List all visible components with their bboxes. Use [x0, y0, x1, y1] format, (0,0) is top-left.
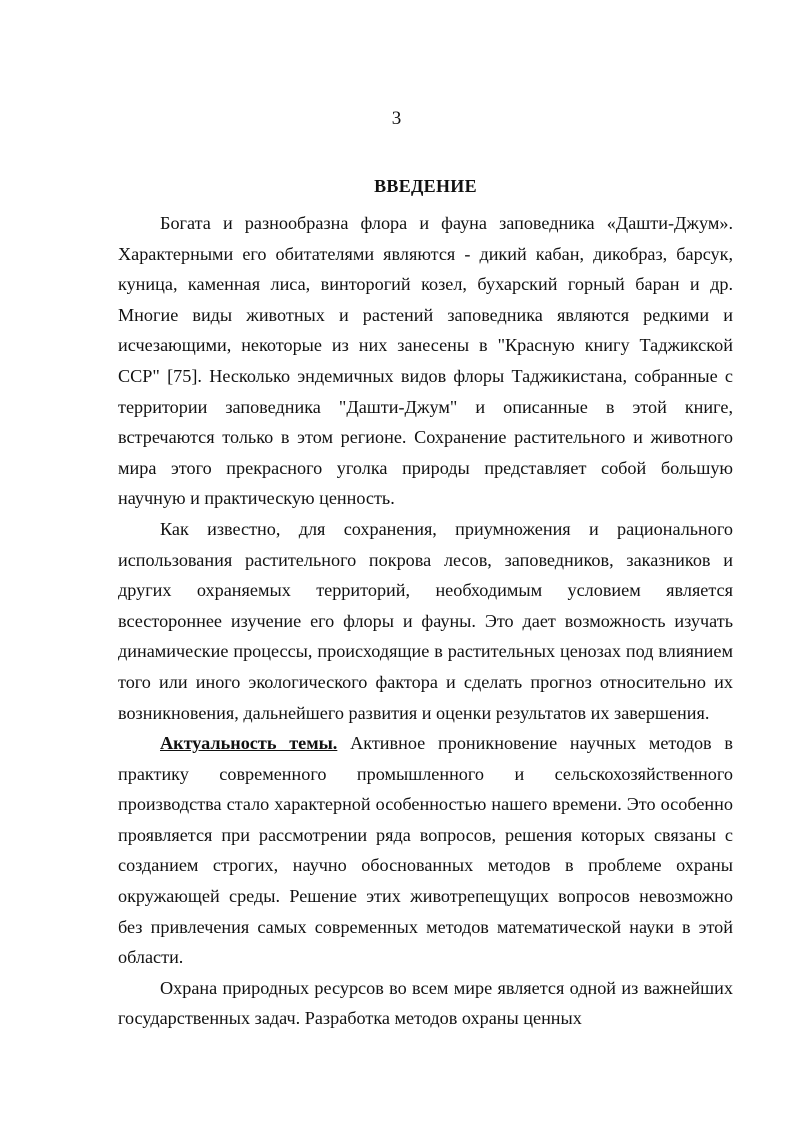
- body-text: [118, 208, 733, 1034]
- section-heading: ВВЕДЕНИЕ: [374, 176, 477, 196]
- paragraph-protection: Охрана природных ресурсов во всем мире является одной из важнейших государственных задач. Разработка методов охраны ценных: [118, 977, 733, 1029]
- paragraph-intro: Богата и разнообразна флора и фауна заповедника «Дашти-Джум». Характерными его обитателями являются - дикий кабан, дикобраз, барсук, куница, каменная лиса, винторогий козел, бухарский горный баран и др. Многие виды животных и растений заповедника являются редкими и исчезающими, некоторые из них занесены в "Красную книгу Таджикской ССР" [75]. Несколько эндемичных видов флоры Таджикистана, собранные с территории заповедника "Дашти-Джум" и описанные в этой книге, встречаются только в этом регионе. Сохранение растительного и животного мира этого прекрасного уголка природы представляет собой большую научную и практическую ценность.: [118, 213, 733, 509]
- paragraph-study-importance: Как известно, для сохранения, приумножения и рационального использования растительного покрова лесов, заповедников, заказников и других охраняемых территорий, необходимым условием является всестороннее изучение его флоры и фауны. Это дает возможность изучать динамические процессы, происходящие в растительных ценозах под влиянием того или иного экологического фактора и сделать прогноз относительно их возникновения, дальнейшего развития и оценки результатов их завершения.: [118, 518, 733, 723]
- paragraph-relevance: [118, 728, 733, 973]
- relevance-label: Актуальность темы.: [160, 733, 338, 754]
- page-number: 3: [391, 108, 402, 129]
- relevance-text: Активное проникновение научных методов в практику современного промышленного и сельскохозяйственного производства стало характерной особенностью нашего времени. Это особенно проявляется при рассмотрении ряда вопросов, решения которых связаны с созданием строгих, научно обоснованных методов в проблеме охраны окружающей среды. Решение этих животрепещущих вопросов невозможно без привлечения самых современных методов математической науки в этой области.: [118, 733, 733, 968]
